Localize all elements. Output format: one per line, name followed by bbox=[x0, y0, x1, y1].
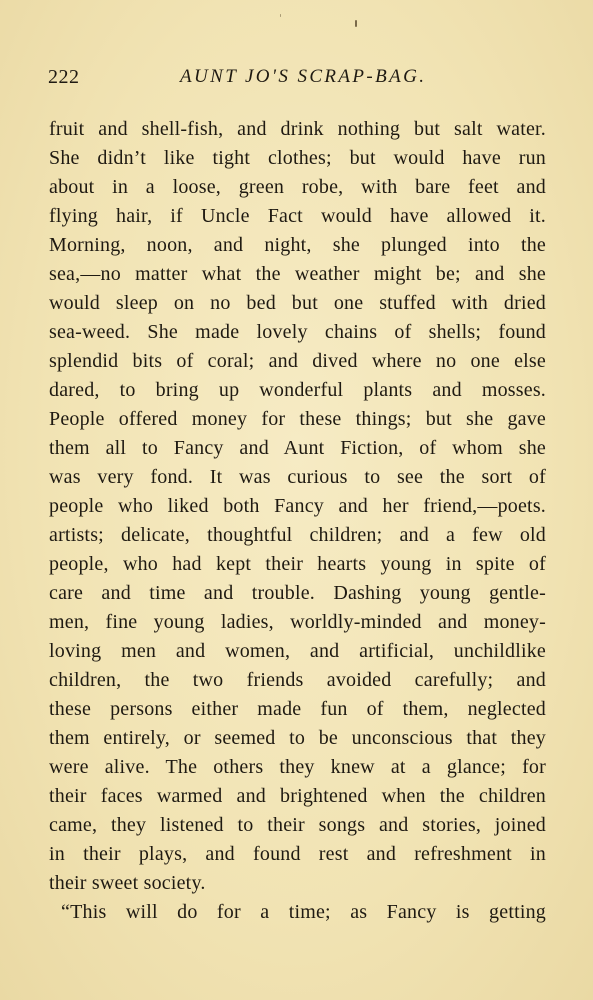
text-line: men, fine young ladies, worldly-minded and money- bbox=[49, 611, 546, 633]
text-line: splendid bits of coral; and dived where no one else bbox=[49, 350, 546, 372]
text-line: would sleep on no bed but one stuffed with dried bbox=[49, 292, 546, 314]
page-header bbox=[48, 66, 548, 90]
text-line: sea,—no matter what the weather might be; and she bbox=[49, 263, 546, 285]
running-head: AUNT JO'S SCRAP-BAG. bbox=[180, 66, 427, 87]
text-line: People offered money for these things; but she gave bbox=[49, 408, 546, 430]
text-line: people, who had kept their hearts young in spite of bbox=[49, 553, 546, 575]
text-line: them entirely, or seemed to be unconscious that they bbox=[49, 727, 546, 749]
print-speck bbox=[280, 14, 281, 17]
text-line: people who liked both Fancy and her friend,—poets. bbox=[49, 495, 546, 517]
text-line: sea-weed. She made lovely chains of shells; found bbox=[49, 321, 546, 343]
paragraph-first-line: “This will do for a time; as Fancy is getting bbox=[61, 901, 546, 923]
body-text bbox=[49, 115, 546, 927]
text-line: about in a loose, green robe, with bare feet and bbox=[49, 176, 546, 198]
text-line: children, the two friends avoided carefully; and bbox=[49, 669, 546, 691]
text-line: came, they listened to their songs and stories, joined bbox=[49, 814, 546, 836]
text-line: was very fond. It was curious to see the sort of bbox=[49, 466, 546, 488]
paragraph-last-line: their sweet society. bbox=[49, 872, 206, 894]
text-line: their faces warmed and brightened when the children bbox=[49, 785, 546, 807]
text-line: fruit and shell-fish, and drink nothing but salt water. bbox=[49, 118, 546, 140]
text-line: Morning, noon, and night, she plunged into the bbox=[49, 234, 546, 256]
text-line: these persons either made fun of them, neglected bbox=[49, 698, 546, 720]
text-line: them all to Fancy and Aunt Fiction, of whom she bbox=[49, 437, 546, 459]
print-speck bbox=[355, 20, 357, 27]
text-line: were alive. The others they knew at a glance; for bbox=[49, 756, 546, 778]
text-line: She didn’t like tight clothes; but would have run bbox=[49, 147, 546, 169]
page-number: 222 bbox=[48, 66, 80, 88]
text-line: care and time and trouble. Dashing young gentle- bbox=[49, 582, 546, 604]
text-line: artists; delicate, thoughtful children; and a few old bbox=[49, 524, 546, 546]
text-line: in their plays, and found rest and refreshment in bbox=[49, 843, 546, 865]
text-line: flying hair, if Uncle Fact would have allowed it. bbox=[49, 205, 546, 227]
text-line: loving men and women, and artificial, unchildlike bbox=[49, 640, 546, 662]
text-line: dared, to bring up wonderful plants and mosses. bbox=[49, 379, 546, 401]
